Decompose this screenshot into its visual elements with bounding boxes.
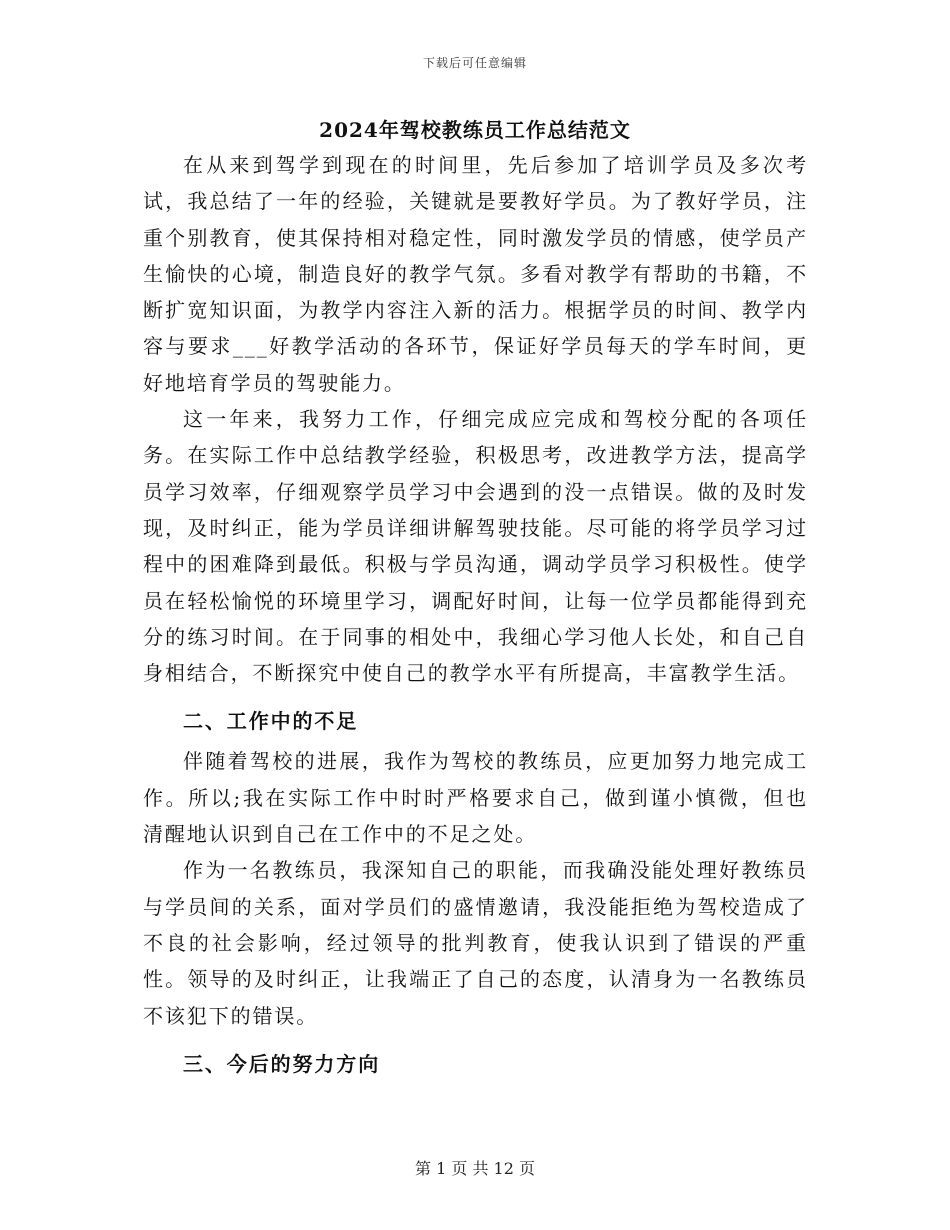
- section-heading-future-direction: 三、今后的努力方向: [183, 1051, 381, 1076]
- section-heading-shortcomings: 二、工作中的不足: [183, 709, 359, 734]
- paragraph-intro: 在从来到驾学到现在的时间里，先后参加了培训学员及多次考试，我总结了一年的经验，关键就是要教好学员。为了教好学员，注重个别教育，使其保持相对稳定性，同时激发学员的情感，使学员产生愉快的心境，制造良好的教学气氛。多看对教学有帮助的书籍，不断扩宽知识面，为教学内容注入新的活力。根据学员的时间、教学内容与要求___好教学活动的各环节，保证好学员每天的学车时间，更好地培育学员的驾驶能力。: [143, 153, 808, 395]
- page-header-note: 下载后可任意编辑: [422, 56, 527, 70]
- paragraph-shortcomings: 伴随着驾校的进展，我作为驾校的教练员，应更加努力地完成工作。所以;我在实际工作中时时严格要求自己，做到谨小慎微，但也清醒地认识到自己在工作中的不足之处。: [143, 749, 808, 847]
- page-number: 第 1 页 共 12 页: [415, 1159, 535, 1178]
- paragraph-reflection: 作为一名教练员，我深知自己的职能，而我确没能处理好教练员与学员间的关系，面对学员们的盛情邀请，我没能拒绝为驾校造成了不良的社会影响，经过领导的批判教育，使我认识到了错误的严重性。领导的及时纠正，让我端正了自己的态度，认清身为一名教练员不该犯下的错误。: [143, 858, 808, 1028]
- document-body: [143, 147, 808, 1086]
- paragraph-work-summary: 这一年来，我努力工作，仔细完成应完成和驾校分配的各项任务。在实际工作中总结教学经验，积极思考，改进教学方法，提高学员学习效率，仔细观察学员学习中会遇到的没一点错误。做的及时发现，及时纠正，能为学员详细讲解驾驶技能。尽可能的将学员学习过程中的困难降到最低。积极与学员沟通，调动学员学习积极性。使学员在轻松愉悦的环境里学习，调配好时间，让每一位学员都能得到充分的练习时间。在于同事的相处中，我细心学习他人长处，和自己自身相结合，不断探究中使自己的教学水平有所提高，丰富教学生活。: [143, 407, 808, 686]
- document-title: 2024年驾校教练员工作总结范文: [319, 118, 631, 142]
